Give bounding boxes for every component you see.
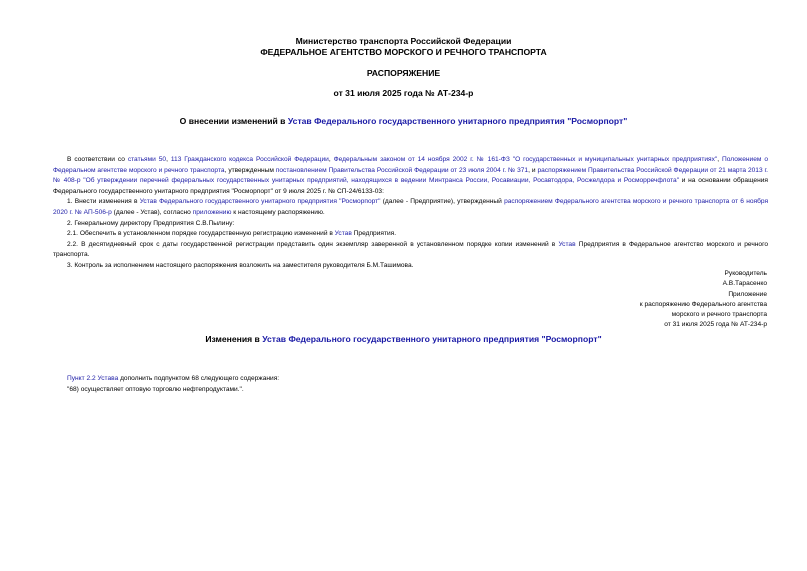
signature-role: Руководитель [724, 270, 767, 277]
item-2-1-text-1: 2.1. Обеспечить в установленном порядке государственную регистрацию изменений в [67, 230, 335, 238]
changes-text-1: дополнить подпунктом 68 следующего содержания: [118, 375, 280, 382]
signature-block [640, 269, 767, 331]
item-1-paragraph [53, 197, 768, 218]
preamble-text-6: , и [528, 166, 538, 174]
appendix-line-1: к распоряжению Федерального агентства [639, 300, 767, 308]
item-1-order-link[interactable]: распоряжением Федерального агентства морского и речного транспорта от 6 ноября 2020 г. № АП-506-р [53, 198, 769, 216]
federal-law-link[interactable]: Федеральным законом от 14 ноября 2002 г. № 161-ФЗ "О государственных и муниципальных унитарных предприятиях" [333, 156, 718, 163]
preamble-text-3: , [328, 156, 334, 163]
document-body [53, 155, 768, 272]
regulation-link[interactable]: Положением о Федеральном агентстве морского и речного транспорта [53, 156, 769, 174]
preamble-paragraph [53, 155, 768, 197]
title-prefix: О внесении изменений в [179, 116, 288, 126]
title-charter-link[interactable]: Устав Федерального государственного унитарного предприятия "Росморпорт" [287, 116, 628, 126]
item-1-text-1: 1. Внести изменения в [67, 198, 140, 206]
appendix-line-2: морского и речного транспорта [671, 311, 767, 319]
item-2-2-charter-link[interactable]: Устав [558, 240, 576, 248]
preamble-text-5: , утвержденным [224, 166, 276, 174]
changes-title [0, 334, 807, 344]
ministry-name: Министерство транспорта Российской Федерации [295, 36, 512, 46]
preamble-text-7: и на основании обращения Федерального государственного унитарного предприятия "Росморпорт" от 9 июля 2025 г. № СП-24/6133-03: [53, 177, 768, 195]
preamble-text-1: В соответствии со [67, 156, 128, 163]
preamble-text-4: , [717, 156, 723, 163]
document-type: РАСПОРЯЖЕНИЕ [366, 68, 441, 78]
civil-code-link[interactable]: 113 Гражданского кодекса Российской Федерации [170, 156, 329, 163]
item-2-1-text-2: Предприятия. [351, 230, 397, 238]
item-1-charter-link[interactable]: Устав Федерального государственного унитарного предприятия "Росморпорт" [139, 198, 381, 206]
government-order-link[interactable]: распоряжением Правительства Российской Федерации от 21 марта 2013 г. № 408-р "Об утверждении перечней федеральных государственных унитарных предприятий, находящихся в ведении Минтранса России, Росавиации, Росавтодора, Росжелдора и Росморречфлота" [53, 166, 768, 185]
article-50-link[interactable]: статьями 50 [127, 156, 167, 163]
item-2-2-text-1: 2.2. В десятидневный срок с даты государственной регистрации представить один экземпляр заверенной в установленном порядке копии изменений в [67, 240, 559, 248]
changes-title-charter-link[interactable]: Устав Федерального государственного унитарного предприятия "Росморпорт" [262, 334, 602, 344]
item-1-text-4: к настоящему распоряжению. [231, 208, 325, 216]
preamble-text-2: , [166, 156, 171, 163]
item-1-text-3: (далее - Устав), согласно [111, 208, 193, 216]
item-2-1-paragraph [53, 229, 768, 240]
signature-name: А.В.Тарасенко [722, 280, 767, 288]
appendix-line-3: от 31 июля 2025 года № АТ-234-р [664, 321, 767, 329]
item-2-2-paragraph [53, 240, 768, 261]
changes-title-prefix: Изменения в [205, 334, 263, 344]
agency-name: ФЕДЕРАЛЬНОЕ АГЕНТСТВО МОРСКОГО И РЕЧНОГО ТРАНСПОРТА [260, 47, 547, 57]
charter-clause-link[interactable]: Пункт 2.2 Устава [67, 375, 119, 382]
item-2-1-charter-link[interactable]: Устав [334, 230, 352, 238]
changes-line-1 [67, 374, 279, 385]
appendix-label: Приложение [728, 290, 767, 298]
changes-line-2: "68) осуществляет оптовую торговлю нефтепродуктами.". [67, 386, 244, 393]
item-2-paragraph: 2. Генеральному директору Предприятия С.В.Пылину: [67, 219, 235, 227]
document-date-number: от 31 июля 2025 года № АТ-234-р [333, 88, 474, 98]
item-1-appendix-link[interactable]: приложению [192, 208, 232, 216]
item-3-paragraph: 3. Контроль за исполнением настоящего распоряжения возложить на заместителя руководителя Б.М.Ташимова. [67, 261, 414, 269]
item-1-text-2: (далее - Предприятие), утвержденный [380, 198, 505, 206]
government-decree-link[interactable]: постановлением Правительства Российской Федерации от 23 июля 2004 г. № 371 [275, 166, 529, 174]
document-title [0, 116, 807, 126]
item-2-2-text-2: Предприятия в Федеральное агентство морского и речного транспорта. [53, 240, 768, 259]
